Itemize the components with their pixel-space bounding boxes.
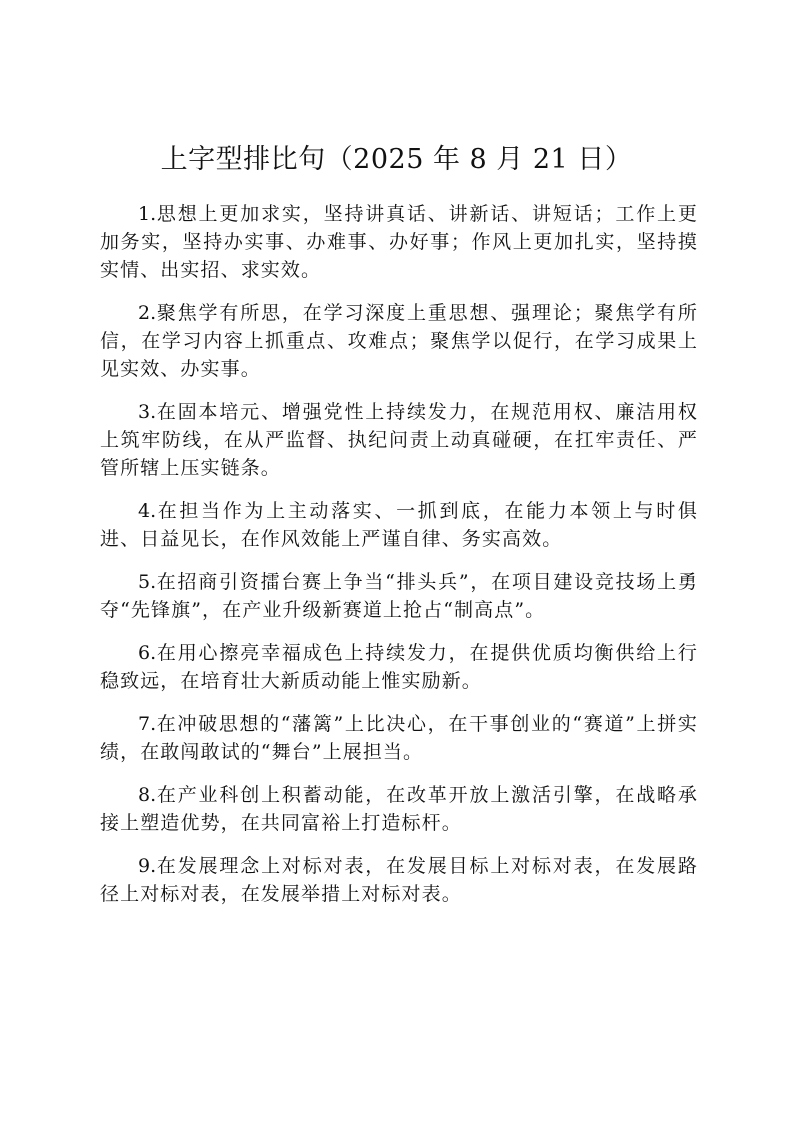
- paragraph-text: 在产业科创上积蓄动能，在改革开放上激活引擎，在战略承接上塑造优势，在共同富裕上打造标杆。: [100, 784, 698, 834]
- paragraph-2: [100, 299, 698, 383]
- paragraph-9: [100, 852, 698, 908]
- paragraph-number: 7.: [138, 713, 157, 735]
- paragraph-1: [100, 200, 698, 284]
- paragraph-3: [100, 398, 698, 482]
- paragraph-text: 聚焦学有所思，在学习深度上重思想、强理论；聚焦学有所信，在学习内容上抓重点、攻难点；聚焦学以促行，在学习成果上见实效、办实事。: [100, 302, 698, 380]
- document-body: [100, 200, 698, 923]
- paragraph-text: 思想上更加求实，坚持讲真话、讲新话、讲短话；工作上更加务实，坚持办实事、办难事、办好事；作风上更加扎实，坚持摸实情、出实招、求实效。: [100, 203, 698, 281]
- paragraph-7: [100, 710, 698, 766]
- paragraph-text: 在冲破思想的“藩篱”上比决心，在干事创业的“赛道”上拼实绩，在敢闯敢试的“舞台”上展担当。: [100, 713, 698, 763]
- paragraph-8: [100, 781, 698, 837]
- paragraph-5: [100, 568, 698, 624]
- paragraph-text: 在招商引资擂台赛上争当“排头兵”，在项目建设竞技场上勇夺“先锋旗”，在产业升级新赛道上抢占“制高点”。: [100, 571, 698, 621]
- document-title: 上字型排比句（2025 年 8 月 21 日）: [160, 144, 633, 175]
- paragraph-4: [100, 497, 698, 553]
- paragraph-number: 5.: [138, 571, 157, 593]
- paragraph-text: 在发展理念上对标对表，在发展目标上对标对表，在发展路径上对标对表，在发展举措上对标对表。: [100, 855, 698, 905]
- paragraph-number: 8.: [138, 784, 157, 806]
- paragraph-text: 在担当作为上主动落实、一抓到底，在能力本领上与时俱进、日益见长，在作风效能上严谨自律、务实高效。: [100, 500, 698, 550]
- paragraph-number: 9.: [138, 855, 157, 877]
- paragraph-number: 6.: [138, 642, 157, 664]
- paragraph-number: 2.: [138, 302, 157, 324]
- paragraph-number: 4.: [138, 500, 157, 522]
- paragraph-number: 3.: [138, 401, 157, 423]
- paragraph-text: 在固本培元、增强党性上持续发力，在规范用权、廉洁用权上筑牢防线，在从严监督、执纪问责上动真碰硬，在扛牢责任、严管所辖上压实链条。: [100, 401, 698, 479]
- paragraph-number: 1.: [138, 203, 157, 225]
- paragraph-6: [100, 639, 698, 695]
- paragraph-text: 在用心擦亮幸福成色上持续发力，在提供优质均衡供给上行稳致远，在培育壮大新质动能上惟实励新。: [100, 642, 698, 692]
